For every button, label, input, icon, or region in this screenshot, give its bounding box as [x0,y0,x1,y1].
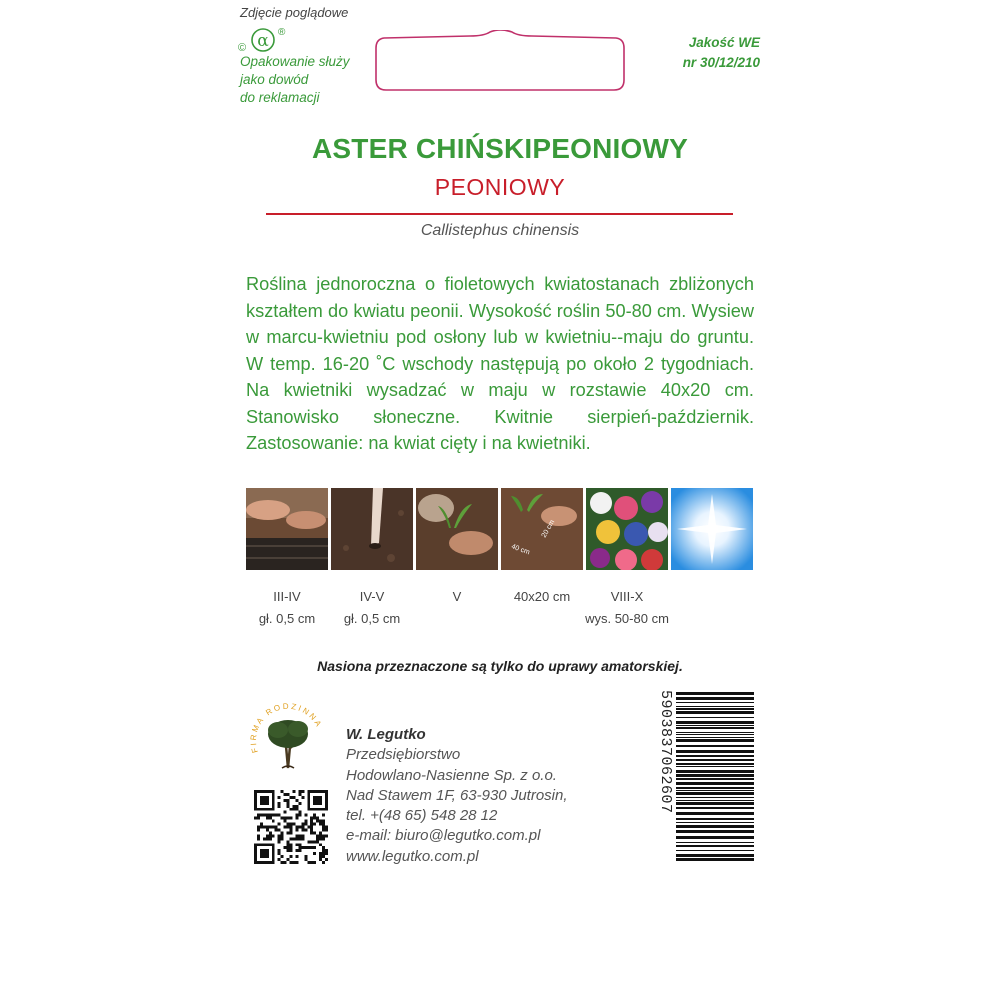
company-website: www.legutko.com.pl [346,847,479,865]
sun-icon [671,488,753,570]
spacing-photo [501,488,583,570]
product-title: ASTER CHIŃSKIPEONIOWY [311,133,688,164]
svg-text:20 cm: 20 cm [540,518,557,539]
svg-text:®: ® [278,27,286,38]
company-email: e-mail: biuro@legutko.com.pl [346,827,541,845]
company-address: Nad Stawem 1F, 63-930 Jutrosin, [346,786,568,804]
plant-spacing: 40x20 cm [513,589,571,604]
sowing-depth: gł. 0,5 cm [258,611,316,626]
complaint-notice [240,53,360,107]
amateur-use-note: Nasiona przeznaczone są tylko do uprawy amatorskiej. [317,658,683,674]
complaint-line: do reklamacji [240,90,320,105]
planting-seedling-photo [416,488,498,570]
company-name: W. Legutko [346,726,426,743]
company-phone: tel. +(48 65) 548 28 12 [346,807,498,825]
month-range: III-IV [273,589,301,604]
flowers-photo [586,488,668,570]
company-info [346,725,568,867]
barcode [657,690,754,864]
month-range: VIII-X [610,589,644,604]
complaint-line: jako dowód [240,72,309,87]
latin-name: Callistephus chinensis [420,222,580,239]
month-range: V [452,589,462,604]
photo-disclaimer: Zdjęcie poglądowe [240,5,349,20]
svg-text:40 cm: 40 cm [510,543,531,557]
sowing-depth: gł. 0,5 cm [343,611,401,626]
qr-code [254,790,328,864]
company-line: Hodowlano-Nasienne Sp. z o.o. [346,766,557,784]
month-range: IV-V [359,589,385,604]
sowing-in-tray-photo [246,488,328,570]
flowering-caption [577,586,677,630]
quality-certificate [620,33,760,73]
svg-text:α: α [257,31,269,51]
hang-hole-outline [372,30,628,94]
sowing-in-soil-photo [331,488,413,570]
complaint-line: Opakowanie służy [240,54,350,69]
product-description: Roślina jednoroczna o fioletowych kwiatostanach zbliżonych kształtem do kwiatu peonii. Wysokość roślin 50-80 cm. Wysiew w marcu-kwietniu pod osłony lub w kwietniu--maju do gruntu. W temp. 16-20 ˚C wschody następują po około 2 tygodniach. Na kwietniki wysadzać w maju w rozstawie 40x20 cm. Stanowisko słoneczne. Kwitnie sierpień-październik. Zastosowanie: na kwiat cięty i na kwietniki. [246,274,754,453]
plant-height: wys. 50-80 cm [585,611,669,626]
svg-text:FIRMA RODZINNA: FIRMA RODZINNA [248,701,325,754]
alpha-logo [238,26,296,54]
quality-line: nr 30/12/210 [682,55,760,70]
product-subtitle: PEONIOWY [434,174,566,200]
company-line: Przedsiębiorstwo [346,746,461,764]
quality-line: Jakość WE [688,35,760,50]
title-divider [266,213,733,215]
family-company-logo [246,694,330,778]
svg-text:©: © [238,42,247,54]
barcode-number: 5903837062607 [657,690,674,814]
